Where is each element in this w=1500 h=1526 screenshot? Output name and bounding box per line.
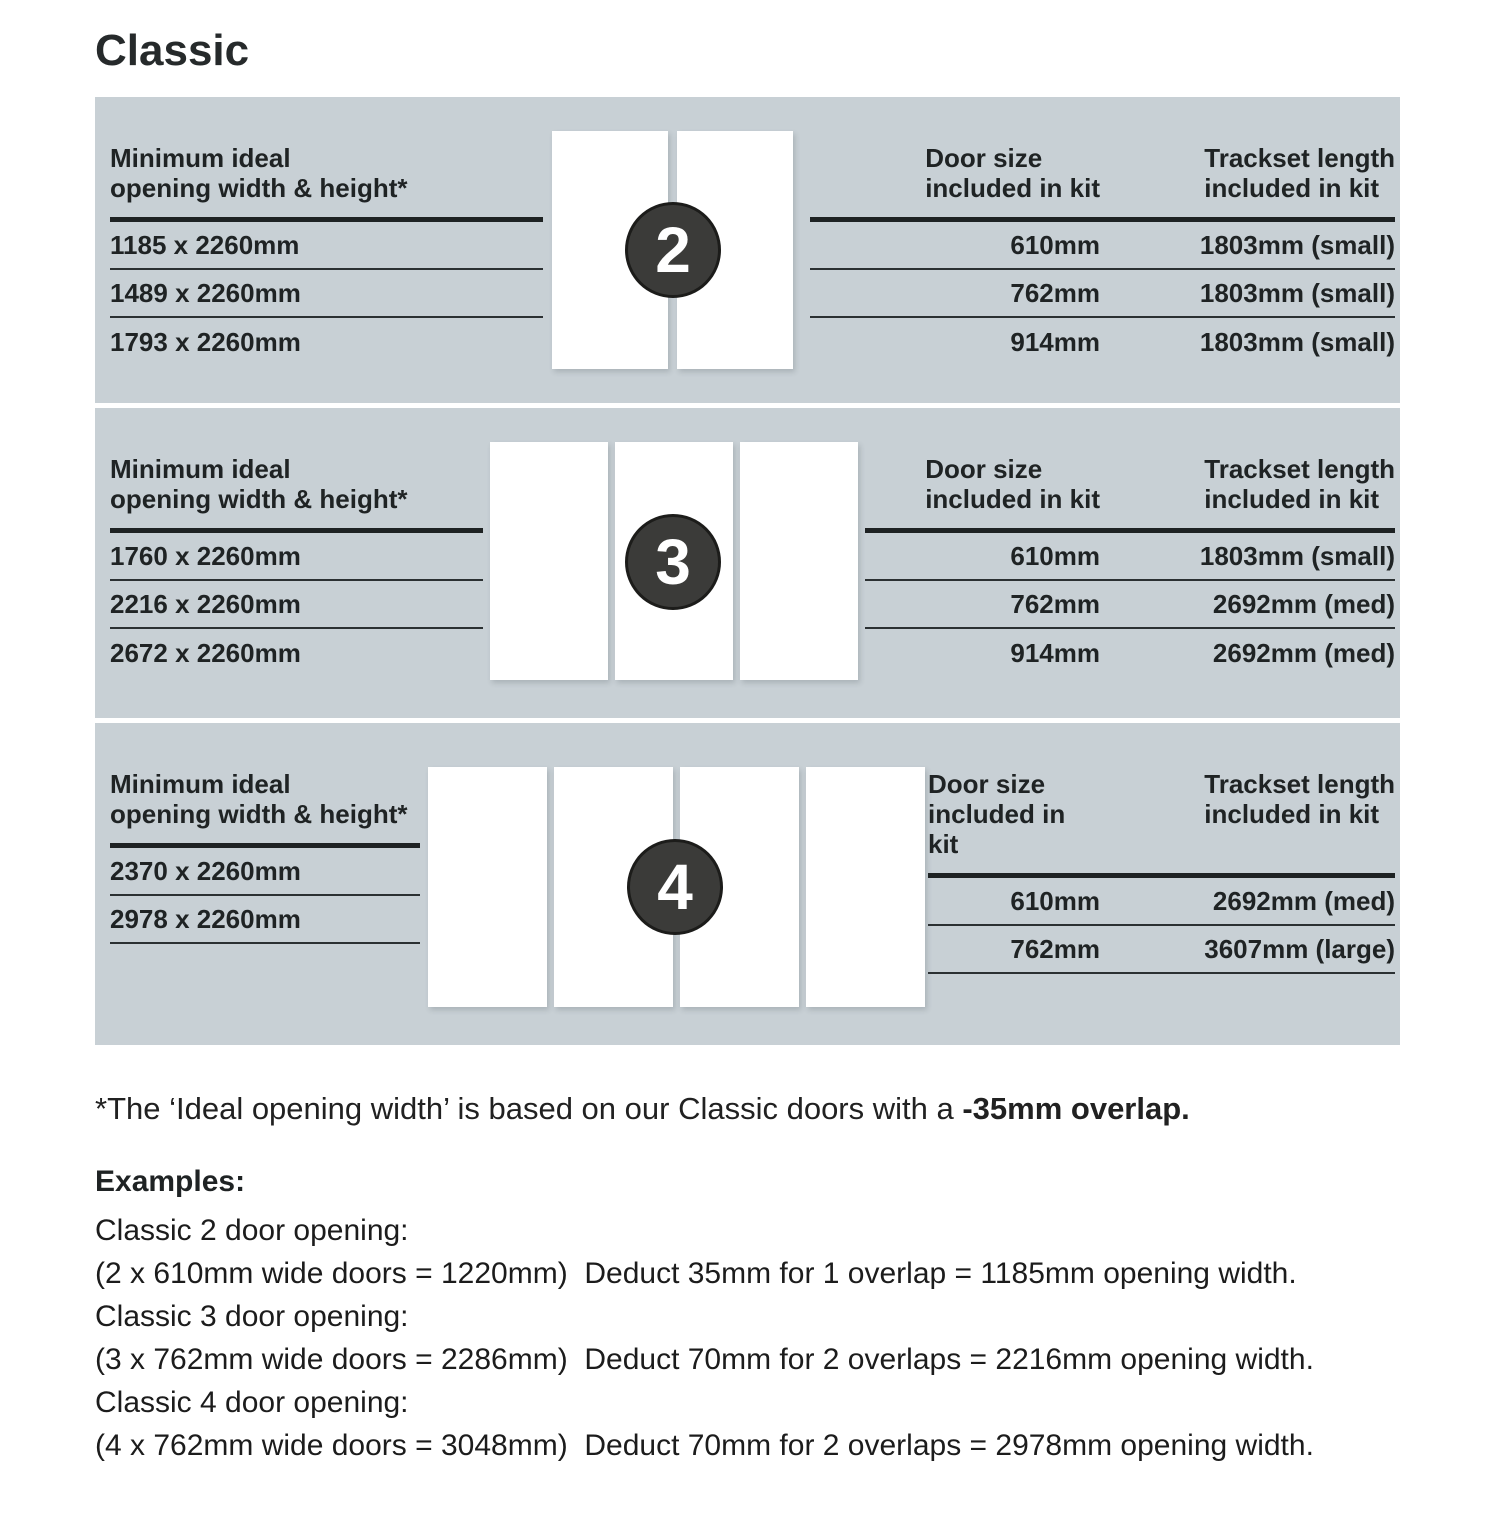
- door-size-value: 762mm: [1010, 588, 1100, 619]
- kit-table: [865, 408, 1395, 677]
- trackset-value: 1803mm (small): [1199, 277, 1395, 308]
- trackset-value: 1803mm (small): [1199, 326, 1395, 357]
- trackset-value: 2692mm (med): [1212, 588, 1395, 619]
- trackset-header-line1: Trackset length: [1204, 454, 1395, 484]
- kit-row: [928, 878, 1395, 926]
- door-size-header: [865, 454, 1130, 514]
- opening-size-column: [110, 97, 543, 366]
- door-size-header-line2: included in kit: [925, 484, 1100, 514]
- example-line: Classic 2 door opening:: [95, 1214, 409, 1247]
- door-count-badge: 3: [625, 514, 721, 610]
- trackset-value: 2692mm (med): [1212, 637, 1395, 668]
- door-size-value: 914mm: [1010, 637, 1100, 668]
- opening-size-header-line2: opening width & height*: [110, 173, 408, 203]
- door-size-value: 762mm: [1010, 933, 1100, 964]
- opening-size-header-line1: Minimum ideal: [110, 454, 291, 484]
- page-title: Classic: [95, 26, 250, 75]
- trackset-value: 3607mm (large): [1204, 933, 1395, 964]
- opening-size-header: [110, 97, 543, 203]
- kit-table-header: [810, 97, 1395, 203]
- example-line: (4 x 762mm wide doors = 3048mm) Deduct 70mm for 2 overlaps = 2978mm opening width.: [95, 1429, 1314, 1462]
- opening-size-row: 1760 x 2260mm: [110, 533, 483, 581]
- kit-row: [810, 270, 1395, 318]
- door-size-value: 610mm: [1010, 229, 1100, 260]
- trackset-header-line2: included in kit: [1204, 173, 1380, 203]
- door-size-header-line2: included in kit: [928, 799, 1066, 859]
- door-size-header-line1: Door size: [925, 454, 1043, 484]
- trackset-header: [1130, 454, 1395, 514]
- trackset-value: 1803mm (small): [1199, 229, 1395, 260]
- section-3-door: [95, 408, 1400, 718]
- example-line: (3 x 762mm wide doors = 2286mm) Deduct 70mm for 2 overlaps = 2216mm opening width.: [95, 1343, 1314, 1376]
- kit-table-header: [928, 723, 1395, 859]
- example-line: (2 x 610mm wide doors = 1220mm) Deduct 35mm for 1 overlap = 1185mm opening width.: [95, 1257, 1297, 1290]
- door-size-value: 610mm: [1010, 540, 1100, 571]
- door-panel: [428, 767, 547, 1007]
- examples-heading: Examples:: [95, 1165, 246, 1198]
- example-line: Classic 3 door opening:: [95, 1300, 409, 1333]
- examples-block: [95, 1165, 1500, 1467]
- footnote-bold: -35mm overlap.: [962, 1091, 1190, 1126]
- kit-row: [865, 629, 1395, 677]
- spec-panel: [95, 97, 1400, 1045]
- trackset-header: [1130, 143, 1395, 203]
- kit-row: [810, 222, 1395, 270]
- kit-row: [810, 318, 1395, 366]
- opening-size-column: [110, 408, 483, 677]
- door-panel: [806, 767, 925, 1007]
- opening-size-header-line2: opening width & height*: [110, 484, 408, 514]
- door-size-value: 762mm: [1010, 277, 1100, 308]
- section-2-door: [95, 97, 1400, 403]
- door-size-header-line2: included in kit: [925, 173, 1100, 203]
- door-panel: [740, 442, 858, 680]
- opening-size-row: 1185 x 2260mm: [110, 222, 543, 270]
- trackset-value: 2692mm (med): [1212, 885, 1395, 916]
- example-line: Classic 4 door opening:: [95, 1386, 409, 1419]
- kit-table: [810, 97, 1395, 366]
- door-count-badge: 4: [627, 839, 723, 935]
- trackset-value: 1803mm (small): [1199, 540, 1395, 571]
- kit-row: [865, 533, 1395, 581]
- opening-size-header-line1: Minimum ideal: [110, 143, 291, 173]
- footnote-text: *The ‘Ideal opening width’ is based on our Classic doors with a: [95, 1091, 963, 1126]
- door-size-header: [928, 769, 1130, 859]
- opening-size-header-line1: Minimum ideal: [110, 769, 291, 799]
- section-4-door: [95, 723, 1400, 1045]
- trackset-header-line2: included in kit: [1204, 484, 1380, 514]
- kit-row: [865, 581, 1395, 629]
- door-size-header-line1: Door size: [928, 769, 1046, 799]
- trackset-header: [1130, 769, 1395, 859]
- opening-size-row: 2216 x 2260mm: [110, 581, 483, 629]
- opening-size-row: 1793 x 2260mm: [110, 326, 301, 357]
- door-count-badge: 2: [625, 202, 721, 298]
- kit-table-header: [865, 408, 1395, 514]
- door-panel: [490, 442, 608, 680]
- kit-row: [928, 926, 1395, 974]
- opening-size-header-line2: opening width & height*: [110, 799, 408, 829]
- opening-size-header: [110, 723, 420, 829]
- door-size-value: 610mm: [1010, 885, 1100, 916]
- door-size-header-line1: Door size: [925, 143, 1043, 173]
- kit-table: [928, 723, 1395, 974]
- trackset-header-line1: Trackset length: [1204, 143, 1395, 173]
- footnote: [95, 1091, 1500, 1127]
- opening-size-row: 2370 x 2260mm: [110, 848, 420, 896]
- opening-size-row: 2672 x 2260mm: [110, 637, 301, 668]
- door-size-header: [810, 143, 1130, 203]
- opening-size-column: [110, 723, 420, 944]
- door-size-value: 914mm: [1010, 326, 1100, 357]
- opening-size-row: 2978 x 2260mm: [110, 896, 420, 944]
- trackset-header-line2: included in kit: [1204, 799, 1380, 829]
- trackset-header-line1: Trackset length: [1204, 769, 1395, 799]
- opening-size-header: [110, 408, 483, 514]
- opening-size-row: 1489 x 2260mm: [110, 270, 543, 318]
